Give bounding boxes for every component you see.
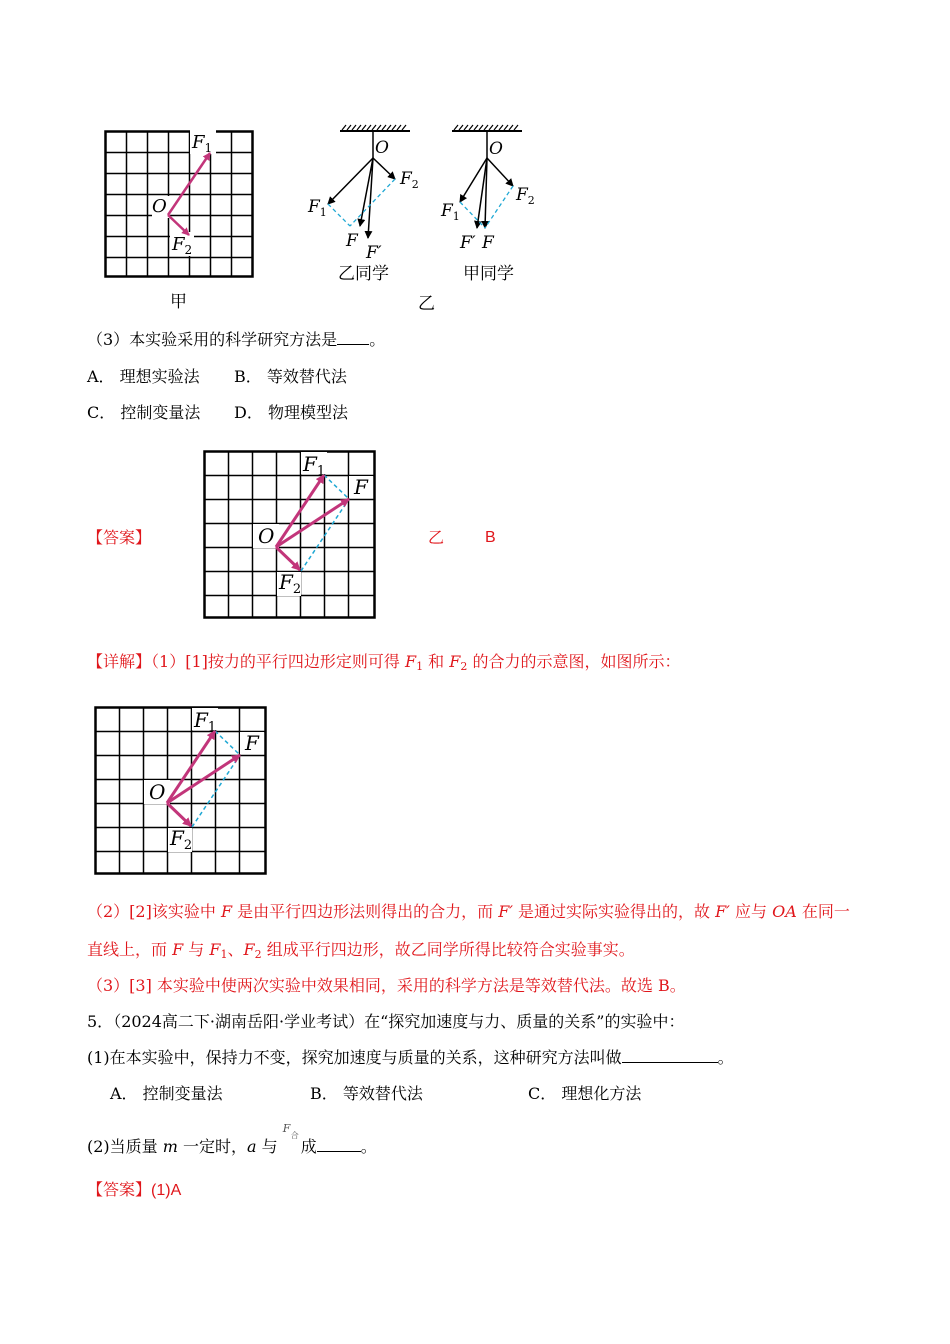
q3-option-d: D． 物理模型法 (234, 403, 348, 422)
q5-header: 5．（2024高二下·湖南岳阳·学业考试）在“探究加速度与力、质量的关系”的实验中： (87, 1012, 685, 1031)
detail-line-4: （3）[3] 本实验中使两次实验中效果相同，采用的科学方法是等效替代法。故选 B。 (87, 976, 686, 995)
q5-answer: 【答案】(1)A (87, 1180, 182, 1199)
q3-option-b: B． 等效替代法 (234, 367, 347, 386)
svg-text:F1: $F_1$ (194, 708, 217, 735)
svg-text:F1: $F_1$ (441, 201, 460, 223)
answer-tag: 【答案】 (87, 528, 152, 547)
svg-text:F: F (346, 231, 358, 251)
q5-option-a: A． 控制变量法 (110, 1084, 223, 1103)
svg-text:F1: $F_1$ (308, 197, 327, 219)
figure-jia-grid (104, 130, 256, 280)
svg-text:O: O (489, 139, 503, 159)
label-jia-student: 甲同学 (463, 264, 514, 284)
label-yi-student: 乙同学 (338, 264, 389, 284)
svg-text:F2: $F_2$ (170, 826, 193, 853)
q3-option-c: C． 控制变量法 (87, 403, 201, 422)
q5-part2: (2)当质量 m 一定时，a 与 F 合 成 。 (87, 1122, 377, 1156)
q5-part1: (1)在本实验中，保持力不变，探究加速度与质量的关系，这种研究方法叫做 。 (87, 1048, 734, 1067)
svg-text:F: F (354, 475, 368, 499)
q3-option-a: A． 理想实验法 (87, 367, 200, 386)
caption-jia: 甲 (170, 292, 187, 312)
svg-text:F1: $F_1$ (303, 452, 326, 479)
svg-text:F′: F′ (366, 243, 382, 263)
label-f2: $F_2$ (172, 234, 193, 257)
caption-yi: 乙 (418, 294, 435, 314)
svg-text:O: O (149, 780, 166, 804)
svg-text:O: O (258, 524, 275, 548)
detail-figure (94, 706, 268, 876)
svg-text:F′: F′ (460, 233, 476, 253)
svg-text:O: O (375, 138, 389, 158)
label-f1: $F_1$ (192, 132, 213, 155)
label-o: O (152, 196, 167, 217)
q5-option-b: B． 等效替代法 (310, 1084, 423, 1103)
answer-2: 乙 (428, 528, 445, 547)
detail-line-1: 【详解】（1）[1]按力的平行四边形定则可得 $F_1$ 和 $F_2$ 的合力的示意图，如图所示： (87, 652, 681, 673)
svg-text:F: F (245, 731, 259, 755)
answer-figure (203, 450, 377, 620)
detail-line-3: 直线上，而 F 与 $F_1$、$F_2$ 组成平行四边形，故乙同学所得比较符合实验事实。 (87, 940, 635, 961)
svg-text:F2: $F_2$ (279, 570, 302, 597)
q5-option-c: C． 理想化方法 (528, 1084, 642, 1103)
detail-line-2: （2）[2]该实验中 F 是由平行四边形法则得出的合力，而 F′ 是通过实际实验得出的，故 F′ 应与 OA 在同一 (87, 902, 850, 921)
answer-3: B (485, 529, 496, 546)
svg-text:F: F (482, 233, 494, 253)
svg-text:F2: $F_2$ (400, 169, 419, 191)
q3-stem: （3）本实验采用的科学研究方法是 。 (87, 330, 386, 349)
svg-text:F2: $F_2$ (516, 185, 535, 207)
